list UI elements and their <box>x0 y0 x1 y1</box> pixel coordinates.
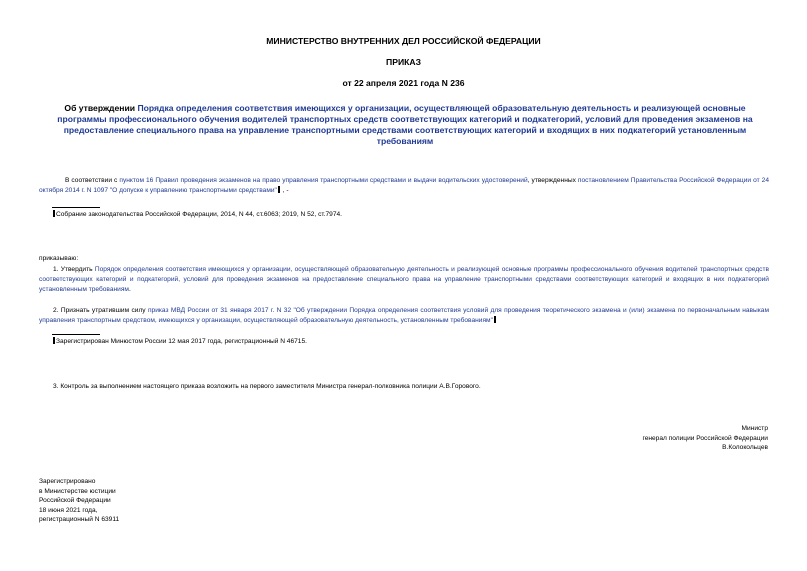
item-2-text: 2. Признать утратившим силу <box>53 307 148 314</box>
preamble-text: , утвержденных <box>527 177 578 184</box>
signature-block <box>642 424 768 453</box>
repealed-order-link[interactable]: приказ МВД России от 31 января 2017 г. N 32 "Об утверждении Порядка определения соответствия условий для проведения теоретического экзамена и (или) экзамена по первоначальным навыкам управления транспортным средством, имеющихся у организации, осуществляющей образовательную деятельность, установленным требованиям" <box>39 307 769 324</box>
registration-line: в Министерстве юстиции <box>39 487 116 495</box>
document-date-number: от 22 апреля 2021 года N 236 <box>342 78 465 88</box>
preamble-text: , - <box>280 187 289 194</box>
registration-line: Российской Федерации <box>39 497 111 504</box>
orders-word: приказываю: <box>39 255 79 262</box>
signature-name: В.Колокольцев <box>722 444 768 451</box>
ministry-heading: МИНИСТЕРСТВО ВНУТРЕННИХ ДЕЛ РОССИЙСКОЙ ФЕДЕРАЦИИ <box>266 36 541 46</box>
registration-block <box>39 477 119 525</box>
title-prefix: Об утверждении <box>64 103 138 113</box>
registration-line: регистрационный N 63911 <box>39 516 120 523</box>
document-title <box>46 103 764 147</box>
footnote-1 <box>52 210 342 218</box>
footnote-mark <box>53 210 55 217</box>
footnote-separator <box>52 207 100 208</box>
registration-line: Зарегистрировано <box>39 478 96 485</box>
footnote-mark <box>53 337 55 344</box>
document-type: ПРИКАЗ <box>386 57 421 67</box>
item-3-paragraph: 3. Контроль за выполнением настоящего приказа возложить на первого заместителя Министра генерал-полковника полиции А.В.Горового. <box>53 383 481 390</box>
decree-link[interactable]: постановлением Правительства Российской Федерации от 24 октября 2014 г. N 1097 "О допуске к управлению транспортными средствами" <box>39 177 769 194</box>
item-1-text: . <box>128 286 131 293</box>
registration-line: 18 июня 2021 года, <box>39 506 98 514</box>
footnote-1-text: Собрание законодательства Российской Федерации, 2014, N 44, ст.6063; 2019, N 52, ст.7974. <box>56 211 343 218</box>
signature-position: Министр <box>741 425 768 432</box>
footnote-mark[interactable] <box>278 186 280 193</box>
footnote-separator <box>52 334 100 335</box>
title-link[interactable]: Порядка определения соответствия имеющихся у организации, осуществляющей образовательную деятельность и реализующей основные программы профессионального обучения водителей транспортных средств соответствующих категорий и подкатегорий, условий для проведения экзаменов на предоставление специального права на управление транспортными средствами соответствующих категорий и входящих в них подкатегорий установленным требованиям <box>57 103 753 146</box>
item-1-paragraph <box>39 265 769 295</box>
item-2-paragraph <box>39 306 769 326</box>
footnote-mark[interactable] <box>494 316 496 323</box>
item-1-text: 1. Утвердить <box>53 266 95 273</box>
preamble-text: В соответствии с <box>65 177 120 184</box>
footnote-2 <box>52 337 307 345</box>
preamble-paragraph <box>39 176 769 196</box>
signature-rank: генерал полиции Российской Федерации <box>642 434 768 442</box>
footnote-2-text: Зарегистрирован Минюстом России 12 мая 2017 года, регистрационный N 46715. <box>56 338 307 345</box>
procedure-link[interactable]: Порядок определения соответствия имеющихся у организации, осуществляющей образовательную деятельность и реализующей основные программы профессионального обучения водителей транспортных средств соответствующих категорий и подкатегорий, условий для проведения экзаменов на предоставление специального права на управление транспортными средствами соответствующих категорий и входящих в них подкатегорий установленным требованиям <box>39 266 769 293</box>
rules-link[interactable]: пунктом 16 Правил проведения экзаменов на право управления транспортными средствами и выдачи водительских удостоверений <box>119 177 528 184</box>
